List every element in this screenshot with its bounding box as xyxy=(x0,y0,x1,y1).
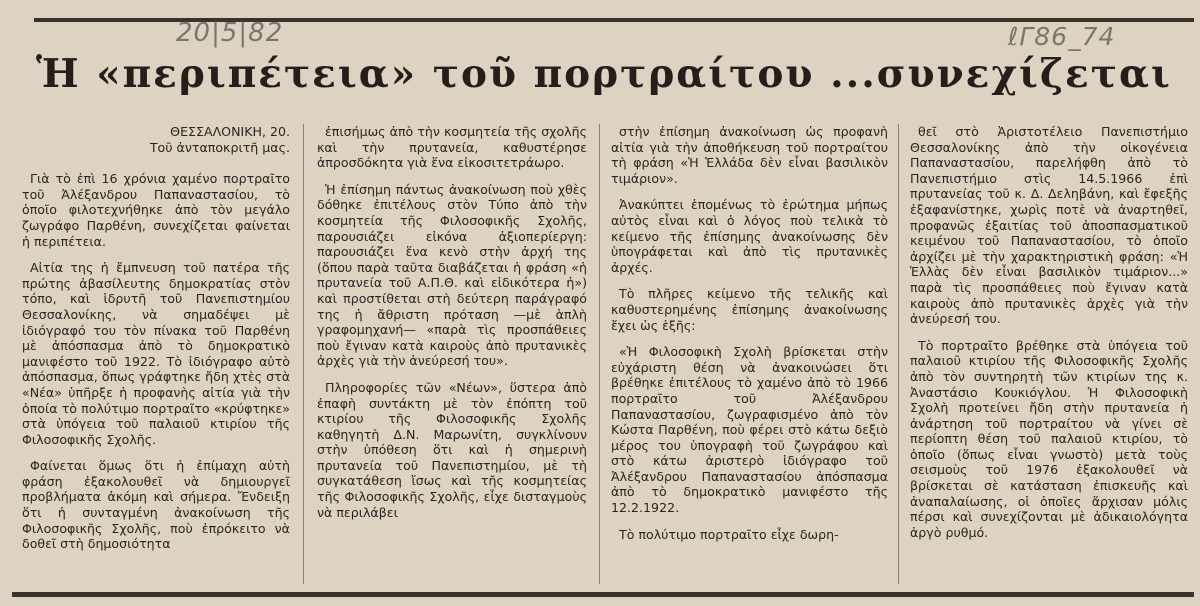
handwritten-reference: ℓΓ86_74 xyxy=(1008,22,1116,51)
paragraph: θεῖ στὸ Ἀριστοτέλειο Πανεπιστήμιο Θεσσαλονίκης ἀπὸ τὴν οἰκογένεια Παπαναστασίου, παρελήφθη ἀπὸ τὸ Πανεπιστήμιο στὶς 14.5.1966 ἐπὶ πρυτανείας τοῦ κ. Δ. Δεληβάνη, καὶ ἔφεξῆς ἐξαφανίστηκε, χωρὶς ποτὲ νὰ ἀναρτηθεῖ, προφανῶς ἐξαιτίας τοῦ ἀποσπασματικοῦ κειμένου τοῦ Παπαναστασίου, τὸ ὁποῖο ἀρχίζει μὲ τὴν χαρακτηριστικὴ φράση: «Ἡ Ἑλλὰς δὲν εἶναι βασιλικὸν τιμάριον...» παρὰ τὶς προσπάθειες ποὺ ἔγιναν κατὰ καιροὺς ἀπὸ πρυτανικὲς ἀρχὲς γιὰ τὴν ἀνεύρεσή του. xyxy=(910,124,1188,327)
paragraph: Τὸ πλῆρες κείμενο τῆς τελικῆς καὶ καθυστερημένης ἐπίσημης ἀνακοίνωσης ἔχει ὡς ἑξῆς: xyxy=(611,286,888,333)
column-2 xyxy=(317,124,587,531)
column-4 xyxy=(910,124,1188,551)
paragraph: Τὸ πορτραῖτο βρέθηκε στὰ ὑπόγεια τοῦ παλαιοῦ κτιρίου τῆς Φιλοσοφικῆς Σχολῆς ἀπὸ τὸν συντηρητὴ τῶν κτιρίων της κ. Ἀναστάσιο Κουκιόγλου. Ἡ Φιλοσοφικὴ Σχολὴ προτείνει ἤδη στὴν πρυτανεία ἡ ἀνάρτηση τοῦ πορτραίτου νὰ γίνει σὲ περίοπτη θέση τοῦ παλαιοῦ κτιρίου, τὸ ὁποῖο (ὅπως εἶναι γνωστὸ) μετὰ τοὺς σεισμοὺς τοῦ 1976 ἐξακολουθεῖ νὰ βρίσκεται σὲ κατάσταση ἐπισκευῆς καὶ ἀναπαλαίωσης, οἱ ὁποῖες ἄρχισαν μόλις πέρσι καὶ συνεχίζονται μὲ ἀδικαιολόγητα ἀργὸ ρυθμό. xyxy=(910,337,1188,540)
paragraph: «Ἡ Φιλοσοφικὴ Σχολὴ βρίσκεται στὴν εὐχάριστη θέση νὰ ἀνακοινώσει ὅτι βρέθηκε ἐπιτέλους τὸ χαμένο ἀπὸ τὸ 1966 πορτραῖτο τοῦ Ἀλέξανδρου Παπαναστασίου, ζωγραφισμένο ἀπὸ τὸν Κώστα Παρθένη, ποὺ φέρει στὸ κάτω δεξιὸ μέρος του ὑπογραφὴ τοῦ ζωγράφου καὶ στὸ κάτω ἀριστερὸ ἰδιόγραφο τοῦ Ἀλέξανδρου Παπαναστασίου ἀπόσπασμα ἀπὸ τὸ δημοκρατικὸ μανιφέστο τῆς 12.2.1922. xyxy=(611,344,888,516)
column-divider xyxy=(303,124,304,584)
paragraph: Αἰτία της ἡ ἔμπνευση τοῦ πατέρα τῆς πρώτης ἀβασίλευτης δημοκρατίας στὸν τόπο, καὶ ἱδρυτῆ τοῦ Πανεπιστημίου Θεσσαλονίκης, νὰ σημαδέψει μὲ ἰδιόγραφό του τὸν πίνακα τοῦ Παρθένη μὲ ἀπόσπασμα ἀπὸ τὸ δημοκρατικὸ μανιφέστο τοῦ 1922. Τὸ ἰδιόγραφο αὐτὸ ἀπόσπασμα, ὅπως γράφτηκε ἤδη χτὲς στὰ «Νέα» ὑπῆρξε ἡ προφανὴς αἰτία γιὰ τὴν ὁποία τὸ πολύτιμο πορτραῖτο «κρύφτηκε» στὰ ὑπόγεια τοῦ παλαιοῦ κτιρίου τῆς Φιλοσοφικῆς Σχολῆς. xyxy=(22,260,290,447)
column-3 xyxy=(611,124,888,553)
paragraph: Φαίνεται ὅμως ὅτι ἡ ἐπίμαχη αὐτὴ φράση ἐξακολουθεῖ νὰ δημιουργεῖ προβλήματα ἀκόμη καὶ σήμερα. Ἔνδειξη ὅτι ἡ συνταγμένη ἀνακοίνωση τῆς Φιλοσοφικῆς Σχολῆς, ποὺ ἐπρόκειτο νὰ δοθεῖ στὴ δημοσιότητα xyxy=(22,458,290,552)
paragraph: Ἀνακύπτει ἑπομένως τὸ ἐρώτημα μήπως αὐτὸς εἶναι καὶ ὁ λόγος ποὺ τελικὰ τὸ κείμενο τῆς ἐπίσημης ἀνακοίνωσης δὲν ὑπογράφεται καὶ ἀπὸ τὶς πρυτανικὲς ἀρχές. xyxy=(611,197,888,275)
dateline: ΘΕΣΣΑΛΟΝΙΚΗ, 20. xyxy=(170,124,290,139)
paragraph: Γιὰ τὸ ἐπὶ 16 χρόνια χαμένο πορτραῖτο τοῦ Ἀλέξανδρου Παπαναστασίου, τὸ ὁποῖο φιλοτεχνήθηκε ἀπὸ τὸν μεγάλο ζωγράφο Παρθένη, συνεχίζεται φαίνεται ἡ περιπέτεια. xyxy=(22,171,290,249)
byline: Τοῦ ἀνταποκριτῆ μας. xyxy=(149,139,290,155)
handwritten-date: 20|5|82 xyxy=(176,18,284,48)
headline: Ἡ «περιπέτεια» τοῦ πορτραίτου ...συνεχίζεται xyxy=(36,51,1172,97)
paragraph: στὴν ἐπίσημη ἀνακοίνωση ὡς προφανὴ αἰτία γιὰ τὴν ἀποθήκευση τοῦ πορτραίτου τὴ φράση «Ἡ Ἑλλάδα δὲν εἶναι βασιλικὸν τιμάριον». xyxy=(611,124,888,186)
paragraph: Πληροφορίες τῶν «Νέων», ὕστερα ἀπὸ ἐπαφὴ συντάκτη μὲ τὸν ἐπόπτη τοῦ κτιρίου τῆς Φιλοσοφικῆς Σχολῆς καθηγητὴ Δ.Ν. Μαρωνίτη, συγκλίνουν στὴν ὑπόθεση ὅτι καὶ ἡ σημερινὴ πρυτανεία τοῦ Πανεπιστημίου, μὲ τὴ συγκατάθεση ἴσως καὶ τῆς κοσμητείας τῆς Φιλοσοφικῆς Σχολῆς, εἶχε δισταγμοὺς νὰ περιλάβει xyxy=(317,379,587,520)
column-divider xyxy=(599,124,600,584)
column-divider xyxy=(898,124,899,584)
paragraph: Τὸ πολύτιμο πορτραῖτο εἶχε δωρη- xyxy=(619,526,839,542)
column-1 xyxy=(22,124,290,563)
paragraph: ἐπισήμως ἀπὸ τὴν κοσμητεία τῆς σχολῆς καὶ τὴν πρυτανεία, καθυστέρησε ἀπροσδόκητα γιὰ ἕνα εἰκοσιτετράωρο. xyxy=(317,124,587,171)
paragraph: Ἡ ἐπίσημη πάντως ἀνακοίνωση ποὺ χθὲς δόθηκε ἐπιτέλους στὸν Τύπο ἀπὸ τὴν κοσμητεία τῆς Φιλοσοφικῆς Σχολῆς, παρουσιάζει εἰκόνα ἀξιοπερίεργη: παρουσιάζει ἕνα κενὸ στὴν ἀρχή της (ὅπου παρὰ ταῦτα διαβάζεται ἡ φράση «ἡ πρυτανεία τοῦ Α.Π.Θ. καὶ εἰδικότερα ἡ») καὶ προστίθεται στὴ δεύτερη παράγραφό της ἡ ἄθριστη πρόταση —μὲ ἁπλὴ γραφομηχανή— «παρὰ τὶς προσπάθειες ποὺ ἔγιναν κατὰ καιροὺς ἀπὸ πρυτανικὲς ἀρχὲς γιὰ τὴν ἀνεύρεσή του». xyxy=(317,181,587,369)
bottom-rule xyxy=(12,592,1194,597)
dateline-block xyxy=(22,124,290,155)
